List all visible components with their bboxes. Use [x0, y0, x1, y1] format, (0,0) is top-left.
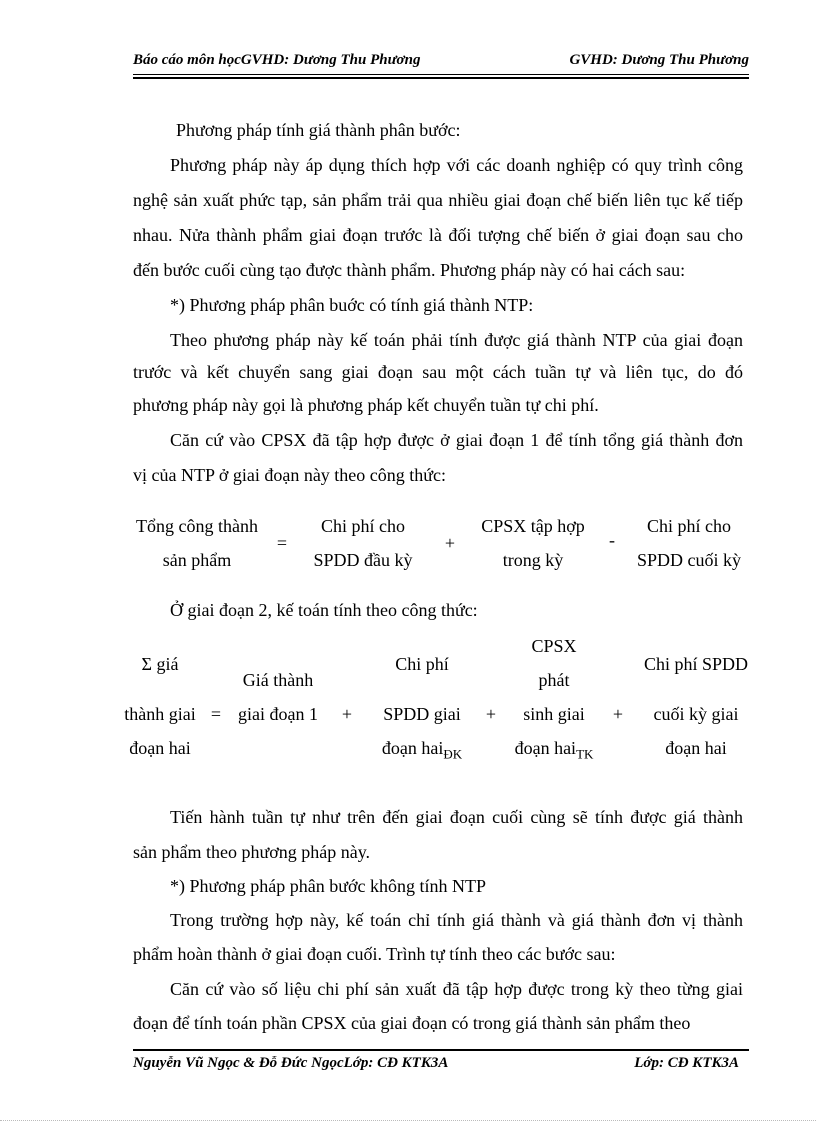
header-rule-thick: [133, 77, 749, 79]
formula-term: đoạn hai: [129, 738, 191, 758]
formula-term: phát: [538, 670, 570, 690]
formula-term: Chi phí: [395, 654, 449, 674]
paragraph-line: Theo phương pháp này kế toán phải tính được giá thành NTP của giai đoạn: [170, 330, 743, 350]
formula-term: Σ giá: [141, 654, 179, 674]
formula-term: đoạn hai$_{TK}$: [514, 738, 594, 762]
paragraph-line: Căn cứ vào CPSX đã tập hợp được ở giai đoạn 1 để tính tổng giá thành đơn: [170, 430, 743, 450]
formula-term: sinh giai: [523, 704, 585, 724]
formula-term: SPDD đầu kỳ: [313, 550, 413, 570]
subsection-heading: *) Phương pháp phân bước không tính NTP: [170, 876, 487, 896]
plus-sign: +: [341, 704, 353, 724]
paragraph-line: Trong trường hợp này, kế toán chỉ tính giá thành và giá thành đơn vị thành: [170, 910, 743, 930]
header-left: Báo cáo môn họcGVHD: Dương Thu Phương: [133, 52, 421, 68]
paragraph-line: Căn cứ vào số liệu chi phí sản xuất đã tập hợp được trong kỳ theo từng giai: [170, 979, 743, 999]
paragraph-line: vị của NTP ở giai đoạn này theo công thức:: [133, 465, 447, 485]
formula-term: Chi phí cho: [321, 516, 405, 536]
plus-sign: +: [612, 704, 624, 724]
header-rule: [133, 74, 749, 75]
formula-term: cuối kỳ giai: [653, 704, 739, 724]
formula-term: đoạn hai$_{ĐK}$: [381, 738, 463, 762]
formula-term: Chi phí SPDD: [643, 654, 749, 674]
subsection-heading: *) Phương pháp phân buớc có tính giá thành NTP:: [170, 295, 534, 315]
paragraph-line: trước và kết chuyển sang giai đoạn sau một cách tuần tự và liên tục, do đó: [133, 362, 743, 382]
plus-sign: +: [485, 704, 497, 724]
paragraph-line: đến bước cuối cùng tạo được thành phẩm. Phương pháp này có hai cách sau:: [133, 260, 686, 280]
paragraph-line: phương pháp này gọi là phương pháp kết chuyển tuần tự chi phí.: [133, 395, 599, 415]
paragraph-line: Ở giai đoạn 2, kế toán tính theo công thức:: [170, 600, 478, 620]
paragraph-line: nghệ sản xuất phức tạp, sản phẩm trải qua nhiều giai đoạn chế biến liên tục kế tiếp: [133, 190, 743, 210]
formula-term: thành giai: [124, 704, 196, 724]
subscript: ĐK: [443, 746, 463, 762]
header-right: GVHD: Dương Thu Phương: [569, 52, 749, 68]
formula-term: CPSX tập hợp: [481, 516, 585, 536]
paragraph-line: nhau. Nửa thành phẩm giai đoạn trước là đối tượng chế biến ở giai đoạn sau cho: [133, 225, 743, 245]
plus-sign: +: [444, 533, 456, 553]
footer-right: Lớp: CĐ KTK3A: [634, 1055, 739, 1071]
paragraph-line: Tiến hành tuần tự như trên đến giai đoạn cuối cùng sẽ tính được giá thành: [170, 807, 743, 827]
paragraph-line: đoạn để tính toán phần CPSX của giai đoạn có trong giá thành sản phẩm theo: [133, 1013, 691, 1033]
page-header: [133, 52, 749, 74]
formula-term: Giá thành: [242, 670, 314, 690]
minus-sign: -: [609, 530, 615, 550]
subscript: TK: [576, 746, 594, 762]
footer-left: Nguyễn Vũ Ngọc & Đỗ Đức NgọcLớp: CĐ KTK3A: [133, 1055, 449, 1071]
page-bottom-border: [0, 1120, 816, 1121]
formula-term: đoạn hai: [665, 738, 727, 758]
equals-sign: =: [276, 533, 288, 553]
paragraph-line: Phương pháp này áp dụng thích hợp với các doanh nghiệp có quy trình công: [170, 155, 743, 175]
footer-rule: [133, 1049, 749, 1051]
formula-term: Chi phí cho: [647, 516, 731, 536]
formula-term: sản phẩm: [162, 550, 232, 570]
equals-sign: =: [210, 704, 222, 724]
formula-term: SPDD cuối kỳ: [636, 550, 741, 570]
formula-term: Tổng công thành: [136, 516, 258, 536]
formula-term: SPDD giai: [383, 704, 461, 724]
formula-term: CPSX: [531, 636, 577, 656]
section-heading: Phương pháp tính giá thành phân bước:: [176, 120, 461, 140]
formula-term: giai đoạn 1: [238, 704, 318, 724]
paragraph-line: sản phẩm theo phương pháp này.: [133, 842, 371, 862]
formula-term: trong kỳ: [502, 550, 564, 570]
paragraph-line: phẩm hoàn thành ở giai đoạn cuối. Trình tự tính theo các bước sau:: [133, 944, 616, 964]
